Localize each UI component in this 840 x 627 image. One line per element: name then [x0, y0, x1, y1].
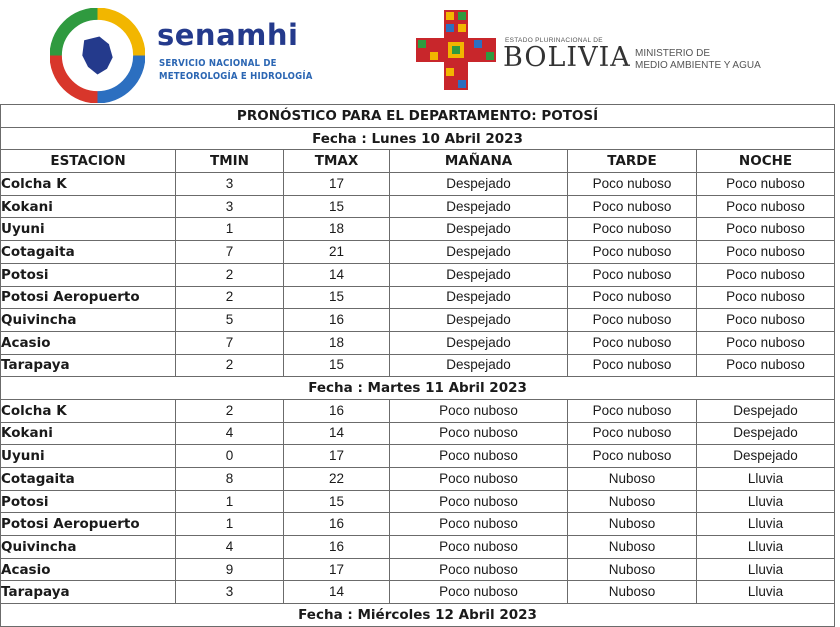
night-cell: Poco nuboso — [697, 241, 835, 264]
night-cell: Poco nuboso — [697, 173, 835, 196]
afternoon-cell: Poco nuboso — [568, 399, 697, 422]
afternoon-cell: Poco nuboso — [568, 241, 697, 264]
night-cell: Lluvia — [697, 490, 835, 513]
column-header: NOCHE — [697, 150, 835, 173]
afternoon-cell: Poco nuboso — [568, 195, 697, 218]
afternoon-cell: Poco nuboso — [568, 445, 697, 468]
table-row — [1, 513, 835, 536]
night-cell: Poco nuboso — [697, 263, 835, 286]
forecast-date: Fecha : Martes 11 Abril 2023 — [1, 377, 835, 400]
forecast-table — [0, 104, 835, 627]
table-row — [1, 581, 835, 604]
morning-cell: Despejado — [390, 241, 568, 264]
station-cell: Potosi Aeropuerto — [1, 286, 176, 309]
column-header: MAÑANA — [390, 150, 568, 173]
tmax-cell: 17 — [284, 445, 390, 468]
morning-cell: Despejado — [390, 309, 568, 332]
date-row — [1, 604, 835, 627]
afternoon-cell: Nuboso — [568, 490, 697, 513]
column-header-row — [1, 150, 835, 173]
station-cell: Acasio — [1, 331, 176, 354]
morning-cell: Despejado — [390, 331, 568, 354]
station-cell: Quivincha — [1, 309, 176, 332]
station-cell: Kokani — [1, 195, 176, 218]
morning-cell: Poco nuboso — [390, 399, 568, 422]
table-row — [1, 195, 835, 218]
table-row — [1, 445, 835, 468]
senamhi-logo-icon — [50, 8, 145, 103]
table-row — [1, 422, 835, 445]
station-cell: Acasio — [1, 558, 176, 581]
tmax-cell: 18 — [284, 218, 390, 241]
table-row — [1, 536, 835, 559]
column-header: TARDE — [568, 150, 697, 173]
afternoon-cell: Nuboso — [568, 558, 697, 581]
tmin-cell: 3 — [176, 173, 284, 196]
ministry-line1: MINISTERIO DE — [635, 48, 711, 59]
afternoon-cell: Poco nuboso — [568, 263, 697, 286]
station-cell: Colcha K — [1, 399, 176, 422]
table-row — [1, 173, 835, 196]
station-cell: Uyuni — [1, 445, 176, 468]
tmax-cell: 21 — [284, 241, 390, 264]
ministry-line2: MEDIO AMBIENTE Y AGUA — [635, 60, 761, 71]
tmax-cell: 16 — [284, 309, 390, 332]
tmin-cell: 8 — [176, 468, 284, 491]
afternoon-cell: Poco nuboso — [568, 173, 697, 196]
tmin-cell: 2 — [176, 354, 284, 377]
night-cell: Lluvia — [697, 513, 835, 536]
tmax-cell: 15 — [284, 490, 390, 513]
tmin-cell: 1 — [176, 218, 284, 241]
night-cell: Poco nuboso — [697, 354, 835, 377]
tmax-cell: 15 — [284, 354, 390, 377]
afternoon-cell: Poco nuboso — [568, 354, 697, 377]
tmax-cell: 16 — [284, 536, 390, 559]
tmax-cell: 14 — [284, 422, 390, 445]
morning-cell: Poco nuboso — [390, 468, 568, 491]
bolivia-seal-icon — [416, 10, 496, 90]
tmin-cell: 2 — [176, 263, 284, 286]
forecast-body — [1, 105, 835, 627]
report-title: PRONÓSTICO PARA EL DEPARTAMENTO: POTOSÍ — [1, 105, 835, 128]
station-cell: Tarapaya — [1, 581, 176, 604]
tmin-cell: 2 — [176, 399, 284, 422]
afternoon-cell: Nuboso — [568, 536, 697, 559]
senamhi-subtitle-line2: METEOROLOGÍA E HIDROLOGÍA — [159, 71, 313, 82]
table-row — [1, 241, 835, 264]
afternoon-cell: Poco nuboso — [568, 422, 697, 445]
tmax-cell: 14 — [284, 581, 390, 604]
page-header — [0, 0, 840, 104]
senamhi-subtitle — [159, 57, 313, 83]
night-cell: Despejado — [697, 445, 835, 468]
table-row — [1, 468, 835, 491]
forecast-date: Fecha : Miércoles 12 Abril 2023 — [1, 604, 835, 627]
night-cell: Despejado — [697, 422, 835, 445]
table-row — [1, 490, 835, 513]
tmax-cell: 16 — [284, 399, 390, 422]
night-cell: Lluvia — [697, 468, 835, 491]
tmin-cell: 5 — [176, 309, 284, 332]
tmax-cell: 17 — [284, 558, 390, 581]
ministry-label — [635, 48, 761, 72]
tmin-cell: 3 — [176, 195, 284, 218]
afternoon-cell: Poco nuboso — [568, 218, 697, 241]
morning-cell: Despejado — [390, 218, 568, 241]
station-cell: Cotagaita — [1, 241, 176, 264]
night-cell: Poco nuboso — [697, 218, 835, 241]
tmin-cell: 0 — [176, 445, 284, 468]
bolivia-state-label: ESTADO PLURINACIONAL DE — [505, 37, 603, 44]
afternoon-cell: Poco nuboso — [568, 331, 697, 354]
tmin-cell: 9 — [176, 558, 284, 581]
tmin-cell: 1 — [176, 490, 284, 513]
tmin-cell: 1 — [176, 513, 284, 536]
afternoon-cell: Nuboso — [568, 581, 697, 604]
night-cell: Poco nuboso — [697, 286, 835, 309]
station-cell: Colcha K — [1, 173, 176, 196]
morning-cell: Despejado — [390, 286, 568, 309]
morning-cell: Poco nuboso — [390, 581, 568, 604]
date-row — [1, 377, 835, 400]
morning-cell: Poco nuboso — [390, 558, 568, 581]
morning-cell: Despejado — [390, 195, 568, 218]
table-row — [1, 558, 835, 581]
column-header: TMAX — [284, 150, 390, 173]
night-cell: Despejado — [697, 399, 835, 422]
night-cell: Poco nuboso — [697, 331, 835, 354]
column-header: ESTACION — [1, 150, 176, 173]
tmax-cell: 17 — [284, 173, 390, 196]
station-cell: Cotagaita — [1, 468, 176, 491]
senamhi-name: senamhi — [157, 18, 299, 52]
afternoon-cell: Poco nuboso — [568, 286, 697, 309]
tmax-cell: 14 — [284, 263, 390, 286]
afternoon-cell: Nuboso — [568, 513, 697, 536]
tmax-cell: 22 — [284, 468, 390, 491]
column-header: TMIN — [176, 150, 284, 173]
table-row — [1, 286, 835, 309]
tmax-cell: 18 — [284, 331, 390, 354]
night-cell: Poco nuboso — [697, 195, 835, 218]
tmin-cell: 3 — [176, 581, 284, 604]
tmax-cell: 16 — [284, 513, 390, 536]
morning-cell: Poco nuboso — [390, 536, 568, 559]
table-row — [1, 218, 835, 241]
tmax-cell: 15 — [284, 286, 390, 309]
station-cell: Potosi — [1, 490, 176, 513]
tmin-cell: 4 — [176, 422, 284, 445]
afternoon-cell: Poco nuboso — [568, 309, 697, 332]
report-title-row — [1, 105, 835, 128]
senamhi-subtitle-line1: SERVICIO NACIONAL DE — [159, 58, 277, 69]
date-row — [1, 127, 835, 150]
station-cell: Kokani — [1, 422, 176, 445]
tmin-cell: 4 — [176, 536, 284, 559]
station-cell: Potosi Aeropuerto — [1, 513, 176, 536]
station-cell: Tarapaya — [1, 354, 176, 377]
tmax-cell: 15 — [284, 195, 390, 218]
morning-cell: Poco nuboso — [390, 445, 568, 468]
night-cell: Lluvia — [697, 581, 835, 604]
station-cell: Uyuni — [1, 218, 176, 241]
afternoon-cell: Nuboso — [568, 468, 697, 491]
tmin-cell: 2 — [176, 286, 284, 309]
morning-cell: Poco nuboso — [390, 422, 568, 445]
station-cell: Potosi — [1, 263, 176, 286]
table-row — [1, 331, 835, 354]
station-cell: Quivincha — [1, 536, 176, 559]
bolivia-name: BOLIVIA — [503, 42, 631, 73]
tmin-cell: 7 — [176, 241, 284, 264]
forecast-date: Fecha : Lunes 10 Abril 2023 — [1, 127, 835, 150]
tmin-cell: 7 — [176, 331, 284, 354]
morning-cell: Poco nuboso — [390, 490, 568, 513]
morning-cell: Poco nuboso — [390, 513, 568, 536]
table-row — [1, 263, 835, 286]
morning-cell: Despejado — [390, 354, 568, 377]
morning-cell: Despejado — [390, 263, 568, 286]
table-row — [1, 309, 835, 332]
night-cell: Poco nuboso — [697, 309, 835, 332]
night-cell: Lluvia — [697, 536, 835, 559]
table-row — [1, 399, 835, 422]
morning-cell: Despejado — [390, 173, 568, 196]
night-cell: Lluvia — [697, 558, 835, 581]
table-row — [1, 354, 835, 377]
